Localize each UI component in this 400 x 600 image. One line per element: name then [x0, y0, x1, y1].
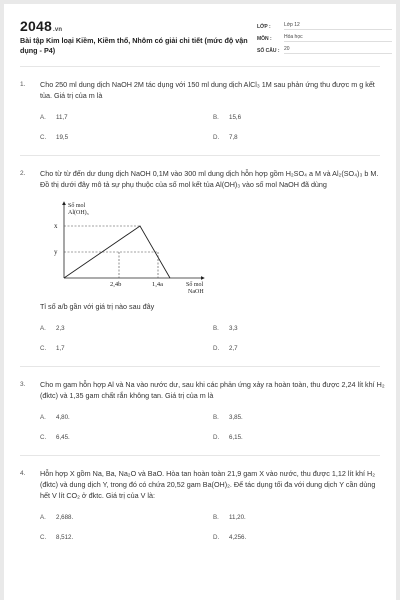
question-4: 4. Hỗn hợp X gồm Na, Ba, Na₂O và BaO. Hòa tan hoàn toàn 21,9 gam X vào nước, thu được 1,12 lít khí H₂ (đktc) và dung dịch Y, trong đó có chứa 20,52 gam Ba(OH)₂. Để tác dụng tối đa với dung dịch Y cần dùng hết V lít CO₂ ở đktc. Giá trị của V là: A. 2,688. B. 11,20. C. 8,512. D. 4,256. [20, 468, 380, 543]
answer-option-b[interactable]: B. 3,3 [213, 325, 238, 332]
site-logo[interactable]: 2048.vn [20, 18, 63, 34]
answer-option-c[interactable]: C. 6,45. [40, 434, 70, 441]
xlabel-line-1: Số mol [186, 282, 204, 288]
divider [20, 366, 380, 367]
meta-subject: MÔN : Hóa học [257, 30, 392, 42]
meta-question-count: SỐ CÂU : 20 [257, 42, 392, 54]
x-mark-1-4a: 1,4a [152, 281, 164, 288]
question-text: Cho m gam hỗn hợp Al và Na vào nước dư, sau khi các phản ứng xảy ra hoàn toàn, thu được 2,24 lít khí H₂ (đktc) và 1,35 gam chất rắn không tan. Giá trị của m là [40, 380, 385, 400]
answer-options [40, 323, 380, 354]
answer-option-a[interactable]: A. 2,3 [40, 325, 65, 332]
answer-options [40, 512, 380, 543]
question-text: Hỗn hợp X gồm Na, Ba, Na₂O và BaO. Hòa tan hoàn toàn 21,9 gam X vào nước, thu được 1,12 lít khí H₂ (đktc) và dung dịch Y, trong đó có chứa 20,52 gam Ba(OH)₂. Để tác dụng tối đa với dung dịch Y cần dùng hết V lít CO₂ ở đktc. Giá trị của V là: [40, 469, 376, 500]
question-2: 2. Cho từ từ đến dư dung dịch NaOH 0,1M vào 300 ml dung dịch hỗn hợp gồm H₂SO₄ a M và Al₂(SO₄)₃ b M. Đồ thị dưới đây mô tả sự phụ thuộc của số mol kết tủa Al(OH)₃ vào số mol NaOH đã dùng Số mol Al(OH)₃ Số mol NaOH x y 2,4b 1,4a Tỉ số a/b gần với giá trị nào sau đây A. 2,3 B. 3,3 C. 1,7 D. 2,7 [20, 168, 380, 354]
question-followup: Tỉ số a/b gần với giá trị nào sau đây [40, 302, 155, 311]
answer-option-c[interactable]: C. 19,5 [40, 134, 69, 141]
divider [20, 455, 380, 456]
answer-option-b[interactable]: B. 11,20. [213, 514, 246, 521]
answer-options [40, 412, 380, 443]
y-mark-x: x [54, 222, 58, 230]
answer-option-c[interactable]: C. 1,7 [40, 345, 65, 352]
answer-options [40, 112, 380, 143]
question-text: Cho từ từ đến dư dung dịch NaOH 0,1M vào 300 ml dung dịch hỗn hợp gồm H₂SO₄ a M và Al₂(SO₄)₃ b M. Đồ thị dưới đây mô tả sự phụ thuộc của số mol kết tủa Al(OH)₃ vào số mol NaOH đã dùng [40, 169, 379, 189]
ylabel-line-2: Al(OH)₃ [68, 210, 89, 216]
document-header [20, 14, 380, 67]
question-3: 3. Cho m gam hỗn hợp Al và Na vào nước dư, sau khi các phản ứng xảy ra hoàn toàn, thu được 2,24 lít khí H₂ (đktc) và 1,35 gam chất rắn không tan. Giá trị của m là A. 4,80. B. 3,85. C. 6,45. D. 6,15. [20, 380, 385, 441]
answer-option-a[interactable]: A. 4,80. [40, 414, 70, 421]
answer-option-a[interactable]: A. 11,7 [40, 114, 68, 121]
y-mark-y: y [54, 248, 58, 256]
x-mark-2-4b: 2,4b [110, 281, 122, 288]
answer-option-d[interactable]: D. 7,8 [213, 134, 238, 141]
meta-class: LỚP : Lớp 12 [257, 18, 392, 30]
precipitate-chart [40, 198, 210, 295]
xlabel-line-2: NaOH [188, 289, 204, 295]
question-1: 1. Cho 250 ml dung dịch NaOH 2M tác dụng với 150 ml dung dịch AlCl₃ 1M sau phản ứng thu được m g kết tủa. Giá trị của m là A. 11,7 B. 15,6 C. 19,5 D. 7,8 [20, 79, 380, 143]
answer-option-d[interactable]: D. 2,7 [213, 345, 238, 352]
answer-option-d[interactable]: D. 4,256. [213, 534, 247, 541]
document-title: Bài tập Kim loại Kiềm, Kiềm thổ, Nhôm có giải chi tiết (mức độ vận dụng - P4) [20, 36, 248, 55]
ylabel-line-1: Số mol [68, 203, 86, 209]
document-page [4, 4, 396, 600]
answer-option-d[interactable]: D. 6,15. [213, 434, 243, 441]
answer-option-c[interactable]: C. 8,512. [40, 534, 74, 541]
answer-option-a[interactable]: A. 2,688. [40, 514, 74, 521]
divider [20, 155, 380, 156]
document-meta [257, 18, 392, 54]
answer-option-b[interactable]: B. 3,85. [213, 414, 243, 421]
answer-option-b[interactable]: B. 15,6 [213, 114, 242, 121]
question-text: Cho 250 ml dung dịch NaOH 2M tác dụng với 150 ml dung dịch AlCl₃ 1M sau phản ứng thu được m g kết tủa. Giá trị của m là [40, 80, 375, 100]
